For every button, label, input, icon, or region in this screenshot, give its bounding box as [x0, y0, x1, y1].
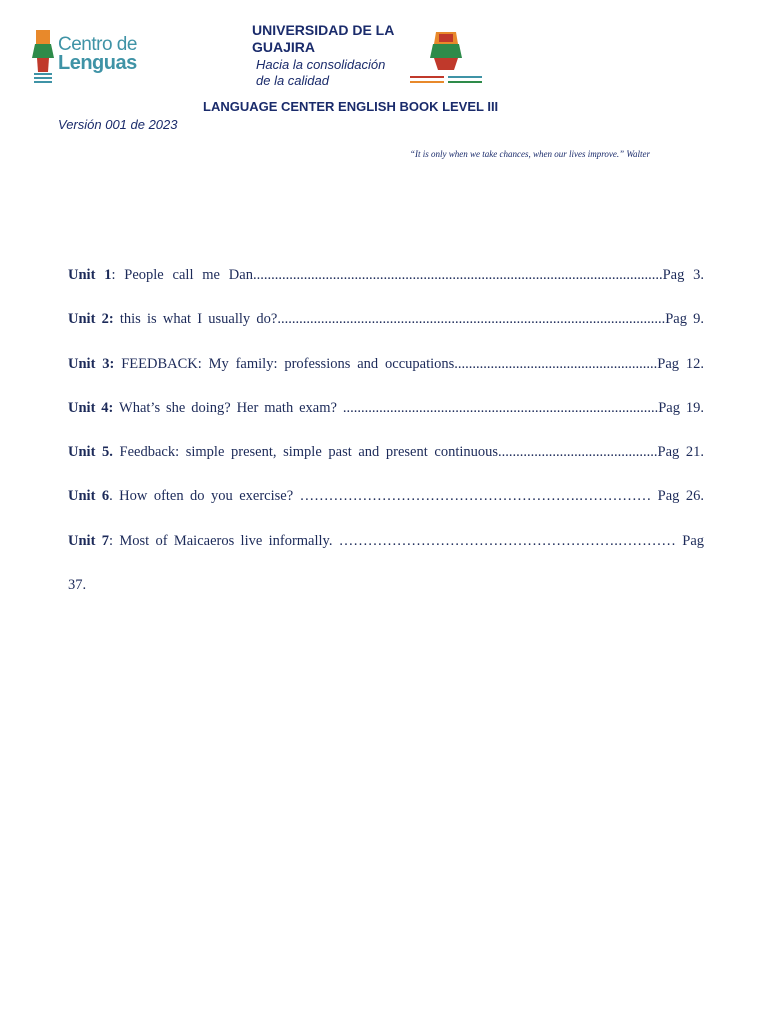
toc-entry-5	[68, 444, 704, 460]
toc-sep: .	[109, 488, 120, 505]
toc-page: Pag 21.	[657, 444, 705, 461]
toc-title: this is what I usually do?	[119, 311, 278, 328]
toc-page: Pag 9.	[665, 311, 705, 328]
toc-page: Pag 26.	[657, 488, 704, 505]
toc-unit: Unit 6	[68, 488, 110, 505]
toc-unit: Unit 7	[68, 532, 109, 549]
quote: “It is only when we take chances, when our lives improve.” Walter	[410, 149, 651, 159]
university-name-line1: UNIVERSIDAD DE LA	[252, 22, 395, 38]
university-motto	[256, 57, 385, 89]
toc-leader: ………………………………………………….……………	[293, 488, 658, 505]
toc-leader: .......................................................................................	[336, 399, 659, 416]
toc-unit: Unit 2:	[68, 311, 114, 328]
toc-leader: ………………………………………………….…………	[332, 532, 683, 549]
toc-entry-4	[68, 400, 704, 416]
toc-entry-1	[68, 253, 704, 297]
toc-title: How often do you exercise?	[119, 488, 294, 505]
book-title: LANGUAGE CENTER ENGLISH BOOK LEVEL III	[203, 99, 499, 114]
toc-title: People call me Dan	[124, 267, 253, 283]
toc-title: Most of Maicaeros live informally.	[119, 532, 333, 549]
toc-leader: ........................................................	[454, 355, 658, 372]
toc-sep: :	[111, 267, 125, 283]
table-of-contents	[68, 253, 704, 607]
toc-title: Feedback: simple present, simple past and present continuous	[119, 444, 499, 461]
toc-title: FEEDBACK: My family: professions and occupations	[121, 355, 455, 372]
toc-entry-7	[68, 533, 704, 593]
toc-page: Pag 37.	[68, 532, 704, 594]
version-label: Versión 001 de 2023	[58, 117, 178, 132]
toc-sep: :	[108, 532, 120, 549]
toc-leader: ...........................................................................................................	[277, 311, 666, 328]
toc-leader: ............................................	[498, 444, 658, 461]
logo-text-lenguas: Lenguas	[58, 52, 137, 74]
toc-sep	[113, 444, 120, 460]
toc-leader: .................................................................................................................	[252, 267, 663, 283]
logo-text-centro: Centro de	[58, 34, 137, 55]
toc-unit: Unit 3:	[68, 355, 115, 372]
university-crest-logo	[406, 30, 486, 90]
toc-unit: Unit 5.	[68, 444, 113, 461]
toc-unit: Unit 1	[68, 267, 112, 283]
toc-unit: Unit 4:	[68, 399, 114, 416]
toc-entry-6	[68, 488, 704, 504]
toc-page: Pag 3.	[662, 267, 705, 283]
toc-title: What’s she doing? Her math exam?	[119, 399, 337, 416]
toc-page: Pag 19.	[658, 399, 704, 416]
motto-line1: Hacia la consolidación	[256, 57, 386, 72]
motto-line2: de la calidad	[256, 73, 329, 88]
toc-entry-3	[68, 356, 704, 372]
toc-page: Pag 12.	[657, 355, 704, 372]
university-name	[252, 22, 394, 56]
university-name-line2: GUAJIRA	[252, 39, 316, 55]
toc-entry-2	[68, 297, 704, 341]
